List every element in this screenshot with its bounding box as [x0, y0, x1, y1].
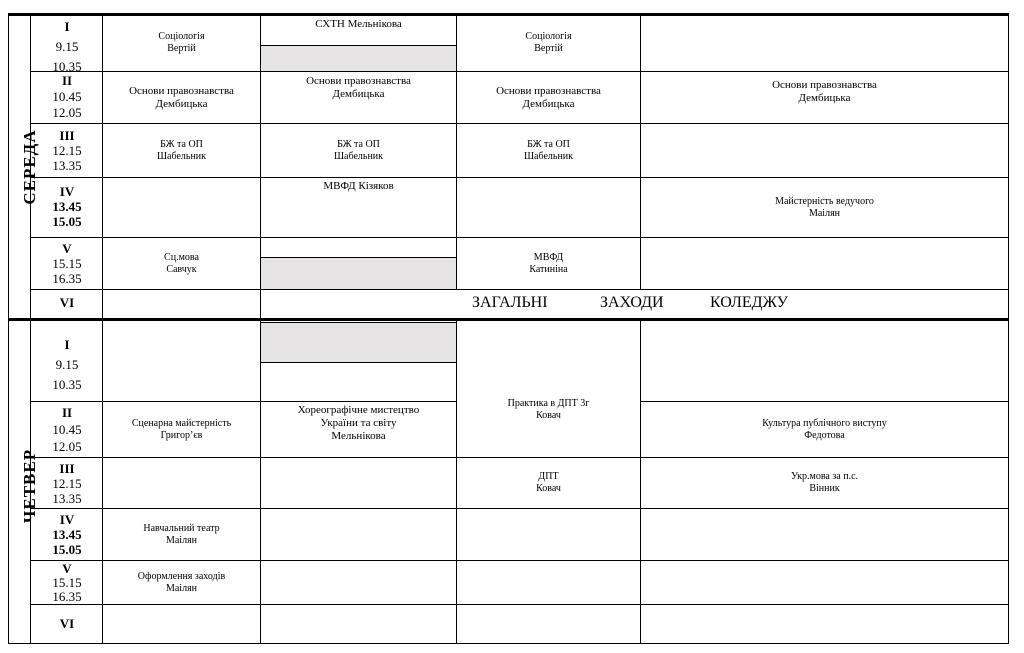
lesson-cell — [261, 402, 456, 457]
lesson-subject: Практика в ДПТ 3г — [507, 398, 590, 409]
pair-number: VI — [59, 295, 75, 310]
lesson-cell — [457, 15, 640, 71]
pair-number: VI — [59, 616, 75, 631]
pair-start: 10.45 — [52, 422, 82, 437]
pair-number: V — [62, 561, 72, 576]
pair-end: 13.35 — [52, 158, 82, 173]
pair-start: 9.15 — [55, 357, 79, 372]
pair-end: 13.35 — [52, 491, 82, 506]
table-bottom-border — [8, 643, 1009, 644]
pair-end: 16.35 — [52, 589, 82, 604]
pair-cell — [32, 293, 102, 313]
lesson-teacher: Дембицька — [155, 97, 208, 110]
lesson-subject: Основи правознавства — [129, 84, 234, 97]
pair-start: 13.45 — [52, 199, 82, 214]
pair-number: II — [61, 405, 73, 420]
pair-start: 15.15 — [52, 575, 82, 590]
pair-cell — [32, 184, 102, 229]
lesson-cell — [103, 561, 260, 604]
lesson-subject: БЖ та ОП — [527, 139, 570, 150]
lesson-cell — [641, 178, 1008, 237]
college-events-word: КОЛЕДЖУ — [710, 294, 789, 311]
row-divider — [30, 604, 1009, 605]
lesson-teacher: Катиніна — [529, 263, 568, 275]
lesson-cell — [457, 72, 640, 123]
lesson-cell — [457, 238, 640, 289]
lesson-cell — [641, 72, 1008, 123]
pair-cell — [32, 614, 102, 634]
college-events-word: ЗАГАЛЬНІ — [472, 294, 548, 311]
lesson-teacher: Вертій — [534, 43, 563, 54]
lesson-teacher: Дембицька — [798, 92, 851, 104]
lesson-subject: Сценарна майстерність — [131, 417, 232, 429]
lesson-teacher: Маілян — [165, 534, 198, 546]
pair-number: I — [64, 19, 70, 34]
lesson-teacher: Шабельник — [333, 151, 384, 162]
day-divider — [8, 318, 1009, 321]
lesson-cell — [261, 178, 456, 237]
pair-end: 15.05 — [52, 542, 82, 557]
pair-start: 13.45 — [52, 527, 82, 542]
column-divider — [30, 13, 31, 644]
lesson-subject: Укр.мова за п.с. — [790, 471, 859, 482]
lesson-teacher: Маілян — [165, 582, 198, 594]
lesson-teacher: Шабельник — [523, 151, 574, 162]
college-events-word: ЗАХОДИ — [600, 294, 664, 311]
lesson-subject: СХТН Мельнікова — [315, 18, 402, 30]
lesson-teacher: Дембицька — [522, 97, 575, 110]
lesson-subject: МВФД — [533, 251, 564, 263]
lesson-line: України та світу — [320, 417, 397, 429]
pair-number: IV — [59, 184, 75, 199]
lesson-cell — [457, 124, 640, 177]
lesson-teacher: Вінник — [809, 483, 840, 494]
lesson-subject: Соціологія — [525, 31, 572, 42]
pair-cell — [32, 17, 102, 77]
lesson-teacher: Ковач — [536, 483, 561, 494]
pair-cell — [32, 562, 102, 604]
lesson-subject: Культура публічного виступу — [762, 417, 887, 429]
day-label-wednesday: СЕРЕДА — [20, 129, 39, 205]
pair-cell — [32, 128, 102, 173]
pair-end: 10.35 — [52, 377, 82, 392]
lesson-cell — [103, 402, 260, 457]
lesson-teacher: Маілян — [808, 207, 841, 219]
lesson-subject: БЖ та ОП — [337, 139, 380, 150]
pair-number: IV — [59, 512, 75, 527]
empty-gray-cell — [260, 45, 457, 72]
table-right-border — [1008, 13, 1009, 644]
lesson-cell — [641, 402, 1008, 457]
lesson-subject: Основи правознавства — [306, 75, 411, 87]
lesson-teacher: Ковач — [536, 410, 561, 421]
lesson-subject: Основи правознавства — [772, 79, 877, 91]
lesson-cell — [103, 124, 260, 177]
pair-end: 12.05 — [52, 105, 82, 120]
pair-cell — [32, 404, 102, 455]
pair-cell — [32, 241, 102, 286]
pair-number: V — [62, 241, 72, 256]
lesson-subject: Соціологія — [158, 31, 205, 42]
lesson-subject: Навчальний театр — [143, 522, 220, 534]
lesson-subject: БЖ та ОП — [160, 139, 203, 150]
pair-number: I — [64, 337, 70, 352]
lesson-cell — [103, 238, 260, 289]
lesson-subject: Основи правознавства — [496, 84, 601, 97]
lesson-cell — [103, 509, 260, 560]
pair-start: 9.15 — [55, 39, 79, 54]
lesson-teacher: Шабельник — [156, 151, 207, 162]
lesson-cell — [641, 458, 1008, 508]
pair-end: 16.35 — [52, 271, 82, 286]
lesson-cell — [261, 15, 456, 45]
lesson-cell — [103, 72, 260, 123]
lesson-subject: Оформлення заходів — [137, 570, 226, 582]
pair-start: 12.15 — [52, 143, 82, 158]
lesson-subject: ДПТ — [538, 471, 559, 482]
lesson-teacher: Дембицька — [332, 88, 385, 100]
column-divider — [640, 13, 641, 289]
lesson-subject: МВФД Кізяков — [323, 180, 394, 192]
lesson-cell — [103, 15, 260, 71]
lesson-teacher: Вертій — [167, 43, 196, 54]
row-divider — [30, 289, 1009, 290]
table-left-border — [8, 13, 9, 644]
lesson-line: Хореографічне мистецтво — [297, 404, 420, 416]
empty-gray-cell — [260, 257, 457, 290]
day-label-thursday: ЧЕТВЕР — [20, 448, 39, 524]
pair-end: 12.05 — [52, 439, 82, 454]
lesson-teacher: Мельнікова — [331, 430, 386, 442]
pair-cell — [32, 335, 102, 395]
pair-start: 10.45 — [52, 89, 82, 104]
pair-end: 15.05 — [52, 214, 82, 229]
lesson-subject: Сц.мова — [164, 251, 199, 263]
pair-number: III — [59, 461, 75, 476]
pair-number: II — [61, 73, 73, 88]
lesson-cell — [457, 363, 640, 457]
lesson-teacher: Савчук — [166, 263, 197, 275]
pair-cell — [32, 461, 102, 506]
pair-start: 15.15 — [52, 256, 82, 271]
pair-end: 10.35 — [52, 59, 82, 74]
pair-cell — [32, 512, 102, 557]
lesson-teacher: Федотова — [804, 429, 845, 441]
empty-gray-cell — [260, 322, 457, 363]
lesson-cell — [261, 72, 456, 123]
lesson-subject: Майстерність ведучого — [775, 195, 874, 207]
pair-start: 12.15 — [52, 476, 82, 491]
lesson-cell — [457, 458, 640, 508]
lesson-teacher: Григор’єв — [160, 429, 203, 441]
lesson-cell — [261, 124, 456, 177]
pair-number: III — [59, 128, 75, 143]
pair-cell — [32, 73, 102, 121]
